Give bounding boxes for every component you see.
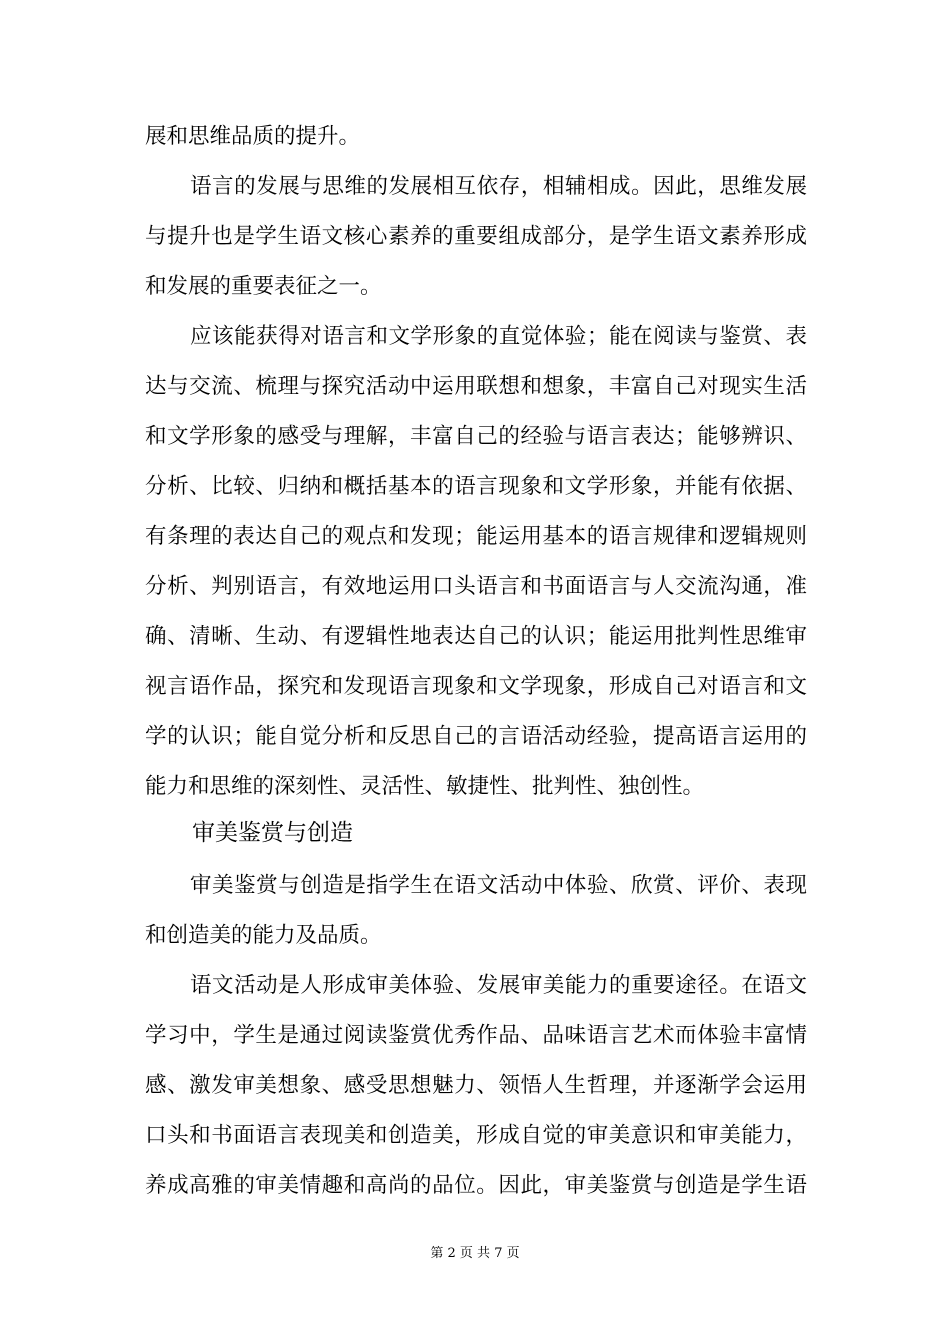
section-heading: 审美鉴赏与创造 bbox=[192, 820, 353, 846]
paragraph-line: 感、激发审美想象、感受思想魅力、领悟人生哲理，并逐渐学会运用 bbox=[145, 1073, 807, 1098]
paragraph-line: 口头和书面语言表现美和创造美，形成自觉的审美意识和审美能力， bbox=[145, 1123, 807, 1148]
paragraph-line: 视言语作品，探究和发现语言现象和文学现象，形成自己对语言和文 bbox=[145, 674, 807, 699]
paragraph-line: 审美鉴赏与创造是指学生在语文活动中体验、欣赏、评价、表现 bbox=[190, 873, 807, 898]
paragraph-line: 学习中，学生是通过阅读鉴赏优秀作品、品味语言艺术而体验丰富情 bbox=[145, 1023, 807, 1048]
paragraph-line: 达与交流、梳理与探究活动中运用联想和想象，丰富自己对现实生活 bbox=[145, 374, 807, 399]
paragraph-line: 分析、判别语言，有效地运用口头语言和书面语言与人交流沟通，准 bbox=[145, 574, 807, 599]
page-number-footer: 第 2 页 共 7 页 bbox=[430, 1246, 520, 1261]
paragraph-line: 分析、比较、归纳和概括基本的语言现象和文学形象，并能有依据、 bbox=[145, 474, 807, 499]
paragraph-line: 语文活动是人形成审美体验、发展审美能力的重要途径。在语文 bbox=[190, 973, 807, 998]
paragraph-line: 语言的发展与思维的发展相互依存，相辅相成。因此，思维发展 bbox=[190, 174, 807, 199]
paragraph-line: 确、清晰、生动、有逻辑性地表达自己的认识；能运用批判性思维审 bbox=[145, 624, 807, 649]
paragraph-line: 展和思维品质的提升。 bbox=[145, 124, 361, 149]
paragraph-line: 和发展的重要表征之一。 bbox=[145, 274, 382, 299]
paragraph-line: 和文学形象的感受与理解，丰富自己的经验与语言表达；能够辨识、 bbox=[145, 424, 807, 449]
paragraph-line: 与提升也是学生语文核心素养的重要组成部分，是学生语文素养形成 bbox=[145, 224, 807, 249]
paragraph-line: 有条理的表达自己的观点和发现；能运用基本的语言规律和逻辑规则 bbox=[145, 524, 807, 549]
paragraph-line: 和创造美的能力及品质。 bbox=[145, 923, 382, 948]
paragraph-line: 学的认识；能自觉分析和反思自己的言语活动经验，提高语言运用的 bbox=[145, 724, 807, 749]
paragraph-line: 养成高雅的审美情趣和高尚的品位。因此，审美鉴赏与创造是学生语 bbox=[145, 1173, 807, 1198]
paragraph-line: 应该能获得对语言和文学形象的直觉体验；能在阅读与鉴赏、表 bbox=[190, 324, 807, 349]
paragraph-line: 能力和思维的深刻性、灵活性、敏捷性、批判性、独创性。 bbox=[145, 774, 705, 799]
